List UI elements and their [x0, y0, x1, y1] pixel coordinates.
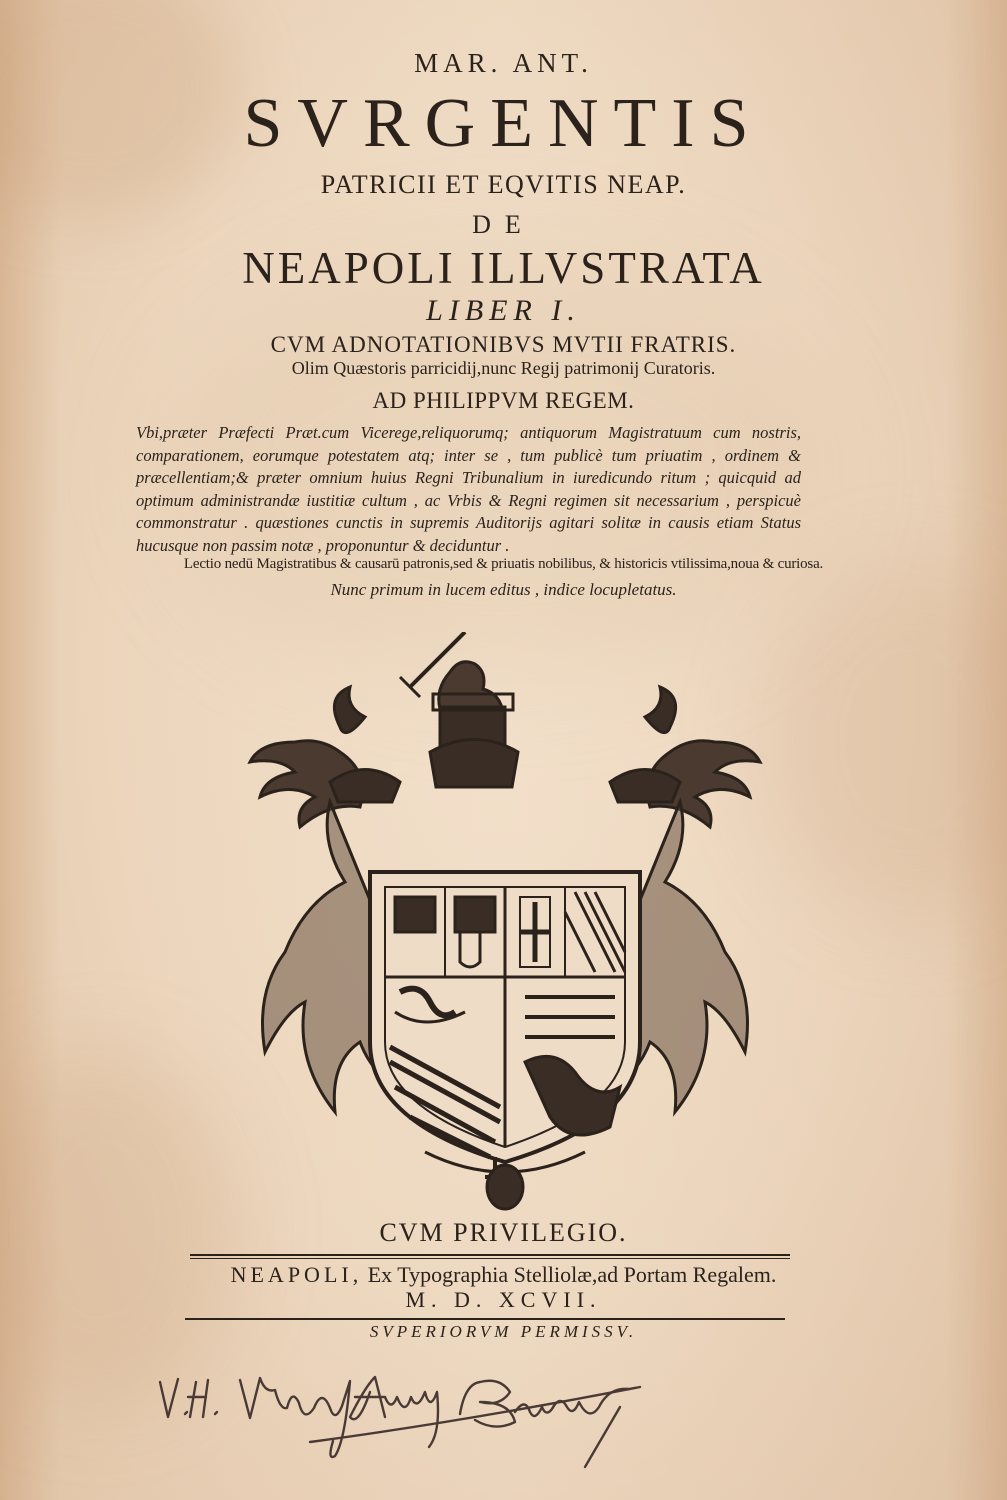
dedication: AD PHILIPPVM REGEM.: [372, 388, 635, 413]
author-rank: PATRICII ET EQVITIS NEAP.: [320, 170, 687, 199]
description-paragraph: Vbi,præter Præfecti Præt.cum Vicerege,reliquorumq; antiquorum Magistratuum cum nostris, comparationem, eorumque potestatem atq; inter se , tum publicè tum priuatim , ordinem & præcellentiam;& præter omnium huius Regni Tribunalium in iuredicundo ritum ; quicquid ad optimum administrandæ iustitiæ cultum , ac Vrbis & Regni regimen sit necessarium , perspicuè commonstratur . quæstiones cunctis in supremis Auditorijs agitari solitæ in causis etiam Status hucusque non passim notæ , proponuntur & deciduntur .: [136, 423, 801, 555]
author-name: SVRGENTIS: [243, 85, 764, 162]
privilege-line: CVM PRIVILEGIO.: [379, 1218, 628, 1247]
de-line: DE: [472, 210, 535, 239]
handwritten-signature: [130, 1352, 770, 1472]
coat-of-arms-woodcut: [235, 632, 775, 1212]
author-prefix: MAR. ANT.: [414, 48, 593, 78]
lectio-line: Lectio nedū Magistratibus & causarū patronis,sed & priuatis nobilibus, & historicis vtilissima,noua & curiosa.: [183, 556, 824, 572]
imprint-line: [0, 1262, 1007, 1288]
imprint-city: NEAPOLI,: [230, 1262, 363, 1287]
rule-bottom: [185, 1318, 785, 1320]
imprint-year: M. D. XCVII.: [405, 1287, 602, 1312]
annotations-line: CVM ADNOTATIONIBVS MVTII FRATRIS.: [270, 332, 737, 357]
rule-top: [190, 1254, 790, 1256]
nunc-line: Nunc primum in lucem editus , indice locupletatus.: [330, 580, 677, 599]
permission-line: SVPERIORVM PERMISSV.: [369, 1322, 638, 1341]
book-number: LIBER I.: [426, 294, 581, 327]
imprint-printer: Ex Typographia Stelliolæ,ad Portam Regalem.: [367, 1262, 777, 1287]
rule-top-thin: [190, 1258, 790, 1259]
work-title: NEAPOLI ILLVSTRATA: [242, 243, 765, 293]
annotator-office: Olim Quæstoris parricidij,nunc Regij patrimonij Curatoris.: [291, 358, 716, 378]
